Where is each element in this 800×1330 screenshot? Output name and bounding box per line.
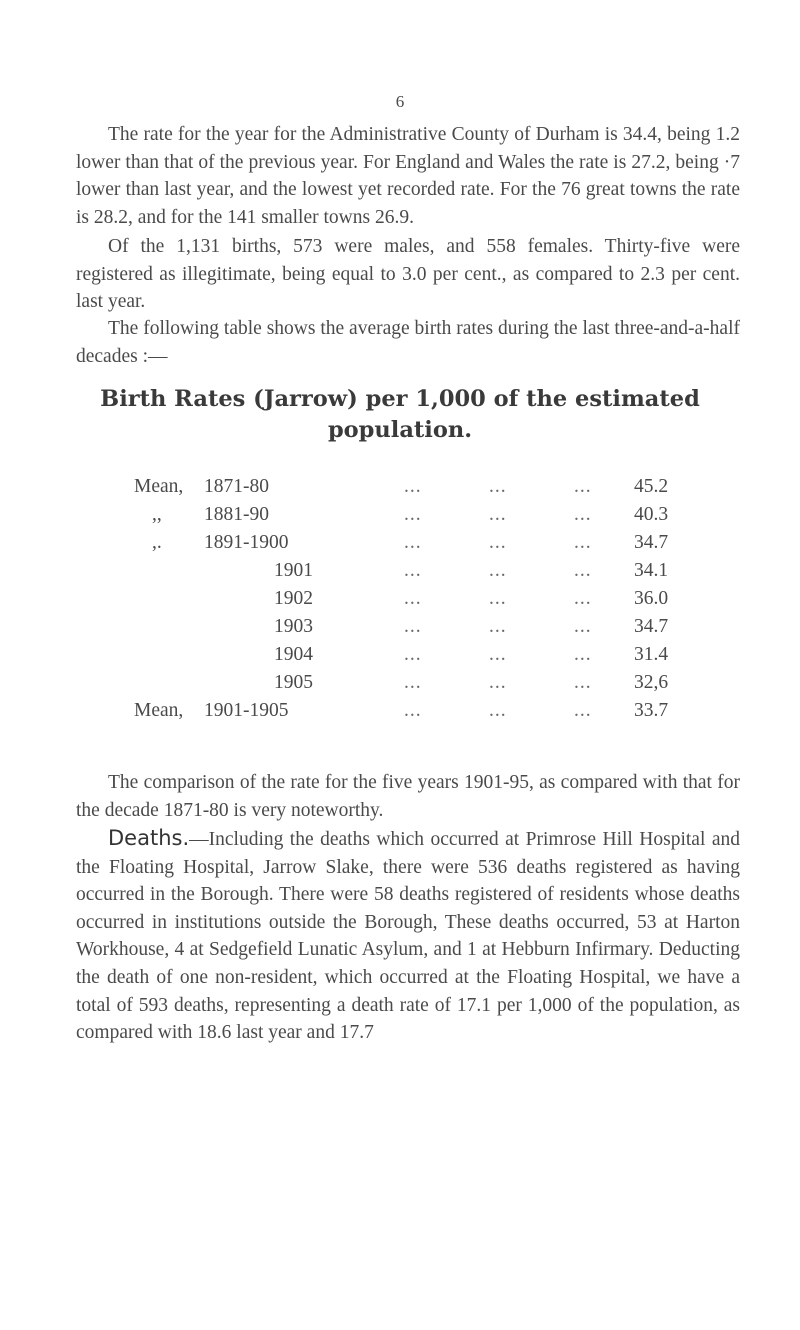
row-period: 1902 bbox=[274, 588, 313, 609]
leader-dots: ... ... ... bbox=[404, 504, 592, 525]
deaths-body: —Including the deaths which occurred at Primrose Hill Hospital and the Floating Hospital, Jarrow Slake, there were 536 deaths registered as having occurred in the Borough. There were 58 deaths registered of residents whose deaths occurred in institutions outside the Borough, These deaths occurred, 53 at Harton Workhouse, 4 at Sedgefield Lunatic Asylum, and 1 at Hebburn Infirmary. Deducting the death of one non-resident, which occurred at the Floating Hospital, we have a total of 593 deaths, representing a death rate of 17.1 per 1,000 of the population, as compared with 18.6 last year and 17.7 bbox=[76, 829, 740, 1044]
table-row bbox=[134, 613, 734, 641]
leader-dots: ... ... ... bbox=[404, 616, 592, 637]
row-period: 1871-80 bbox=[204, 476, 269, 497]
row-prefix: ,. bbox=[152, 532, 162, 553]
row-rate: 34.1 bbox=[634, 560, 669, 581]
row-prefix: Mean, bbox=[134, 476, 184, 497]
page-number: 6 bbox=[395, 92, 405, 111]
row-prefix: ,, bbox=[152, 504, 162, 525]
paragraph-table-intro: The following table shows the average birth rates during the last three-and-a-half decades :— bbox=[76, 318, 740, 367]
table-row bbox=[134, 529, 734, 557]
row-rate: 34.7 bbox=[634, 532, 669, 553]
table-row bbox=[134, 697, 734, 725]
row-period: 1901-1905 bbox=[204, 700, 289, 721]
leader-dots: ... ... ... bbox=[404, 476, 592, 497]
paragraph-comparison: The comparison of the rate for the five years 1901-95, as compared with that for the decade 1871-80 is very noteworthy. bbox=[76, 772, 740, 821]
row-rate: 31.4 bbox=[634, 644, 669, 665]
row-rate: 32,6 bbox=[634, 672, 669, 693]
table-row bbox=[134, 473, 734, 501]
paragraph-deaths bbox=[76, 825, 740, 1047]
table-title-continued: population. bbox=[327, 417, 473, 443]
leader-dots: ... ... ... bbox=[404, 532, 592, 553]
table-row bbox=[134, 585, 734, 613]
birth-rates-table bbox=[134, 473, 734, 725]
row-period: 1901 bbox=[274, 560, 313, 581]
leader-dots: ... ... ... bbox=[404, 560, 592, 581]
row-period: 1891-1900 bbox=[204, 532, 289, 553]
leader-dots: ... ... ... bbox=[404, 700, 592, 721]
row-period: 1905 bbox=[274, 672, 313, 693]
table-row bbox=[134, 501, 734, 529]
table-row bbox=[134, 669, 734, 697]
paragraph-births: Of the 1,131 births, 573 were males, and 558 females. Thirty-five were registered as illegitimate, being equal to 3.0 per cent., as compared to 2.3 per cent. last year. bbox=[76, 236, 740, 313]
row-rate: 36.0 bbox=[634, 588, 669, 609]
table-row bbox=[134, 557, 734, 585]
table-title: Birth Rates (Jarrow) per 1,000 of the estimated bbox=[100, 386, 700, 412]
row-rate: 34.7 bbox=[634, 616, 669, 637]
row-rate: 45.2 bbox=[634, 476, 669, 497]
row-period: 1881-90 bbox=[204, 504, 269, 525]
row-prefix: Mean, bbox=[134, 700, 184, 721]
row-rate: 40.3 bbox=[634, 504, 669, 525]
table-row bbox=[134, 641, 734, 669]
row-period: 1903 bbox=[274, 616, 313, 637]
paragraph-county-rate: The rate for the year for the Administrative County of Durham is 34.4, being 1.2 lower than that of the previous year. For England and Wales the rate is 27.2, being ·7 lower than last year, and the lowest yet recorded rate. For the 76 great towns the rate is 28.2, and for the 141 smaller towns 26.9. bbox=[76, 124, 740, 228]
leader-dots: ... ... ... bbox=[404, 672, 592, 693]
leader-dots: ... ... ... bbox=[404, 588, 592, 609]
row-period: 1904 bbox=[274, 644, 313, 665]
row-rate: 33.7 bbox=[634, 700, 669, 721]
deaths-heading: Deaths. bbox=[108, 826, 190, 850]
leader-dots: ... ... ... bbox=[404, 644, 592, 665]
